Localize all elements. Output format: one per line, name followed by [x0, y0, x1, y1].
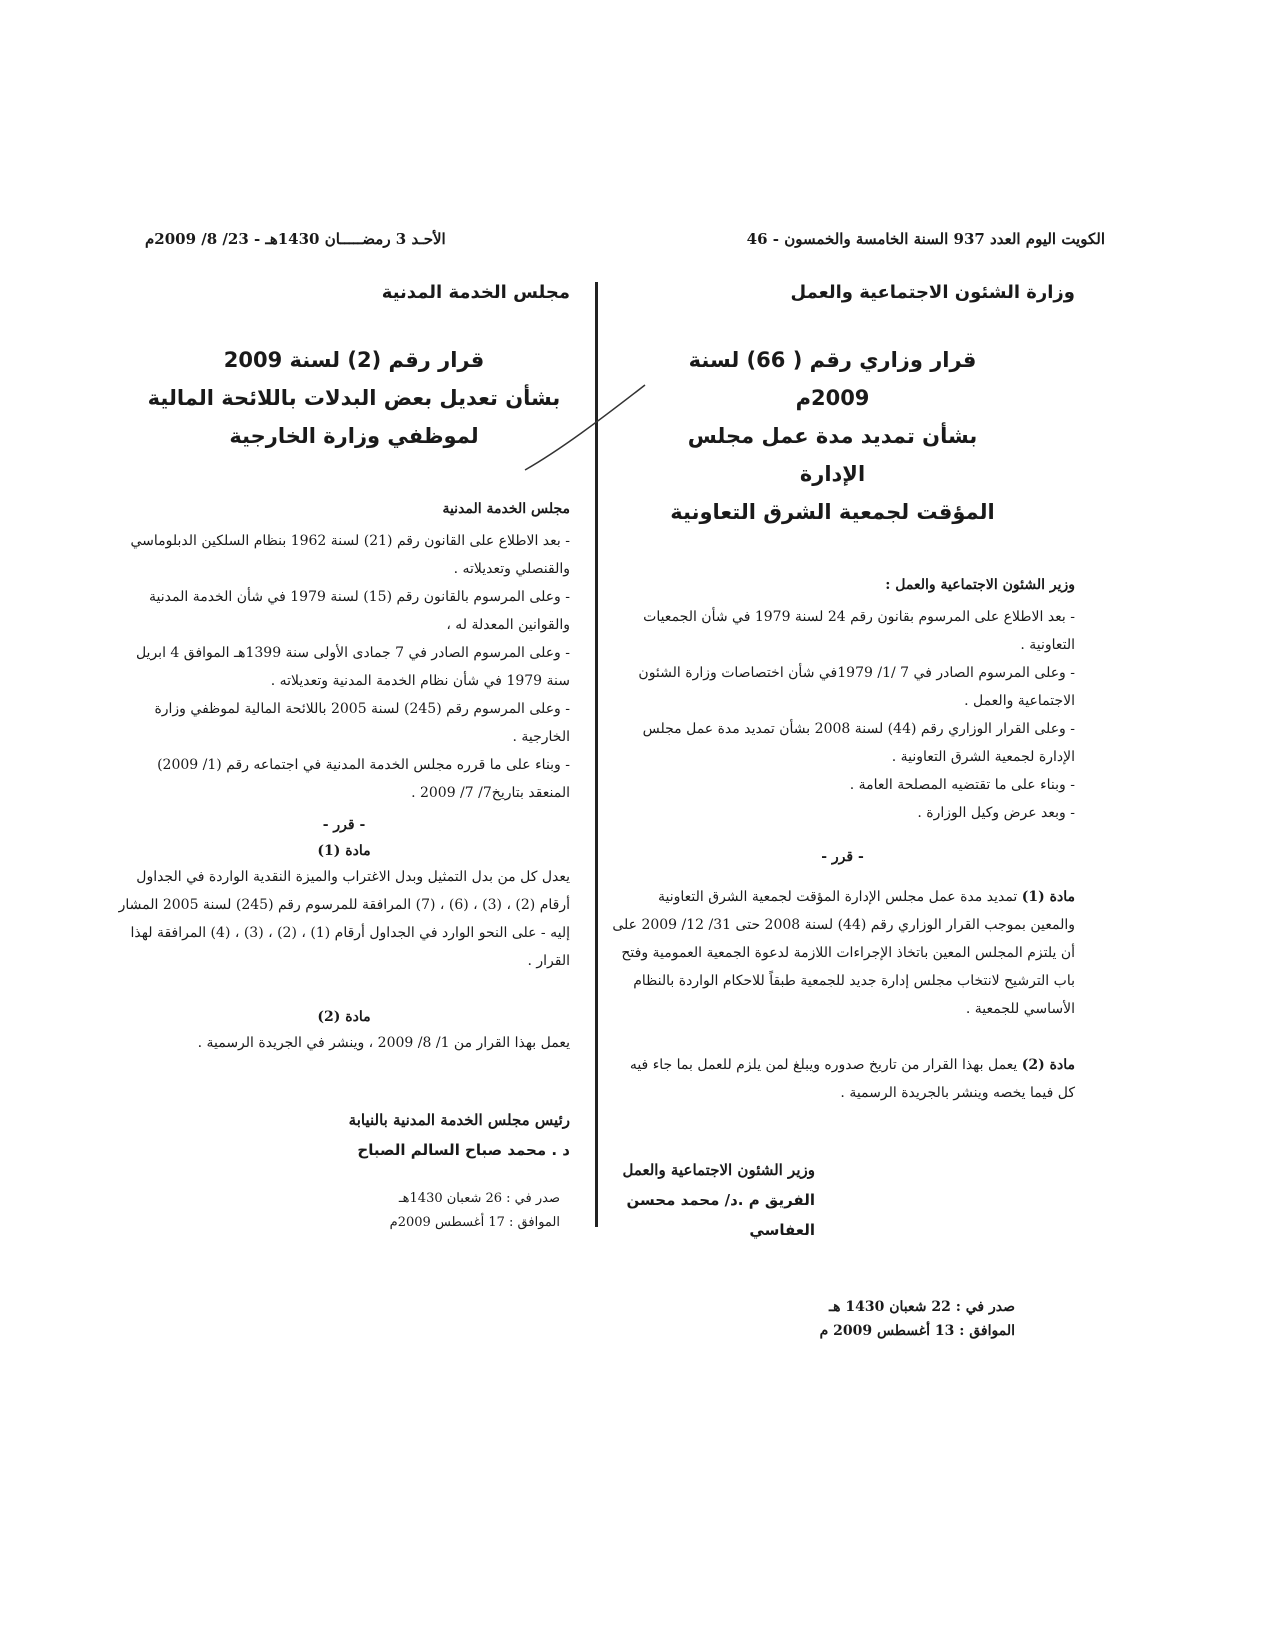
article-text: يعمل بهذا القرار من تاريخ صدوره ويبلغ لمن يلزم للعمل بما جاء فيه كل فيما يخصه وينشر بالجريدة الرسمية . — [629, 1057, 1075, 1101]
decided-heading: - قرر - — [821, 849, 864, 865]
article-text: تمديد مدة عمل مجلس الإدارة المؤقت لجمعية الشرق التعاونية والمعين بموجب القرار الوزاري رقم (44) لسنة 2008 حتى 31/ 12/ 2009 على أن يلتزم المجلس المعين باتخاذ الإجراءات اللازمة لدعوة الجمعية العمومية وفتح باب الترشيح لانتخاب مجلس إدارة جديد للجمعية طبقاً للاحكام الواردة بالنظام الأساسي للجمعية . — [612, 889, 1075, 1017]
department-title: مجلس الخدمة المدنية — [381, 282, 570, 303]
issue-date-hijri: صدر في : 22 شعبان 1430 هـ — [829, 1299, 1015, 1315]
decision-title-line: لموظفي وزارة الخارجية — [229, 424, 479, 448]
issue-date-gregorian: الموافق : 17 أغسطس 2009م — [389, 1215, 560, 1230]
issue-date-gregorian: الموافق : 13 أغسطس 2009 م — [819, 1323, 1015, 1339]
decision-title — [118, 341, 570, 455]
decision-title-line: قرار وزاري رقم ( 66) لسنة 2009م — [688, 348, 977, 410]
signatory-title: رئيس مجلس الخدمة المدنية بالنيابة — [348, 1111, 570, 1129]
issuer-line: مجلس الخدمة المدنية — [442, 501, 570, 517]
recital-item: - بعد الاطلاع على المرسوم بقانون رقم 24 لسنة 1979 في شأن الجمعيات التعاونية . — [643, 609, 1075, 653]
department-title: وزارة الشئون الاجتماعية والعمل — [790, 282, 1075, 303]
recital-item: - وعلى المرسوم بالقانون رقم (15) لسنة 1979 في شأن الخدمة المدنية والقوانين المعدلة له ، — [149, 589, 570, 633]
article-label: مادة (2) — [1021, 1057, 1075, 1073]
article-label: مادة (1) — [1021, 889, 1075, 905]
article-text: يعمل بهذا القرار من 1/ 8/ 2009 ، وينشر في الجريدة الرسمية . — [197, 1035, 570, 1051]
recital-item: - بعد الاطلاع على القانون رقم (21) لسنة 1962 بنظام السلكين الدبلوماسي والقنصلي وتعديلاته . — [130, 533, 570, 577]
ministry-decision-column — [610, 282, 1075, 1343]
civil-service-decision-column — [118, 282, 570, 1235]
issuer-line: وزير الشئون الاجتماعية والعمل : — [885, 577, 1075, 593]
decision-title-line: قرار رقم (2) لسنة 2009 — [223, 348, 485, 372]
article-paragraph — [610, 883, 1075, 1023]
signatory-name: الفريق م .د/ محمد محسن العفاسي — [626, 1191, 815, 1239]
recital-item: - وعلى المرسوم الصادر في 7 /1/ 1979في شأن اختصاصات وزارة الشئون الاجتماعية والعمل . — [638, 665, 1075, 709]
decision-title-line: بشأن تعديل بعض البدلات باللائحة المالية — [147, 386, 561, 410]
signature-block — [610, 1155, 815, 1245]
article-label: مادة (1) — [317, 843, 371, 859]
gazette-date: الأحـد 3 رمضـــــان 1430هـ - 23/ 8/ 2009م — [145, 230, 446, 248]
article-paragraph — [610, 1051, 1075, 1107]
issue-date-block — [610, 1295, 1015, 1343]
recital-item: - وعلى القرار الوزاري رقم (44) لسنة 2008 بشأن تمديد مدة عمل مجلس الإدارة لجمعية الشرق التعاونية . — [642, 721, 1075, 765]
signatory-name: د . محمد صباح السالم الصباح — [357, 1141, 570, 1159]
issue-date-hijri: صدر في : 26 شعبان 1430هـ — [398, 1191, 560, 1206]
issue-date-block — [118, 1187, 560, 1235]
recital-item: - وبعد عرض وكيل الوزارة . — [917, 805, 1075, 821]
article-label: مادة (2) — [317, 1009, 371, 1025]
recital-item: - وعلى المرسوم الصادر في 7 جمادى الأولى سنة 1399هـ الموافق 4 ابريل سنة 1979 في شأن نظام الخدمة المدنية وتعديلاته . — [135, 645, 570, 689]
decision-title — [610, 341, 1075, 531]
recital-item: - وبناء على ما قرره مجلس الخدمة المدنية في اجتماعه رقم (1/ 2009) المنعقد بتاريخ7/ 7/ 2009 . — [157, 757, 570, 801]
signatory-title: وزير الشئون الاجتماعية والعمل — [622, 1161, 815, 1179]
decision-title-line: المؤقت لجمعية الشرق التعاونية — [670, 500, 995, 524]
article-text: يعدل كل من بدل التمثيل وبدل الاغتراب والميزة النقدية الواردة في الجداول أرقام (2) ، (3) ، (6) ، (7) المرافقة للمرسوم رقم (245) لسنة 2005 المشار إليه - على النحو الوارد في الجداول أرقام (1) ، (2) ، (3) ، (4) المرافقة لهذا القرار . — [118, 869, 570, 969]
recital-item: - وعلى المرسوم رقم (245) لسنة 2005 باللائحة المالية لموظفي وزارة الخارجية . — [154, 701, 570, 745]
signature-block — [118, 1105, 570, 1165]
gazette-issue-info: الكويت اليوم العدد 937 السنة الخامسة والخمسون - 46 — [746, 230, 1105, 248]
recital-item: - وبناء على ما تقتضيه المصلحة العامة . — [849, 777, 1075, 793]
decided-heading: - قرر - — [322, 817, 366, 833]
decision-title-line: بشأن تمديد مدة عمل مجلس الإدارة — [687, 424, 978, 486]
page-header — [145, 224, 1105, 254]
